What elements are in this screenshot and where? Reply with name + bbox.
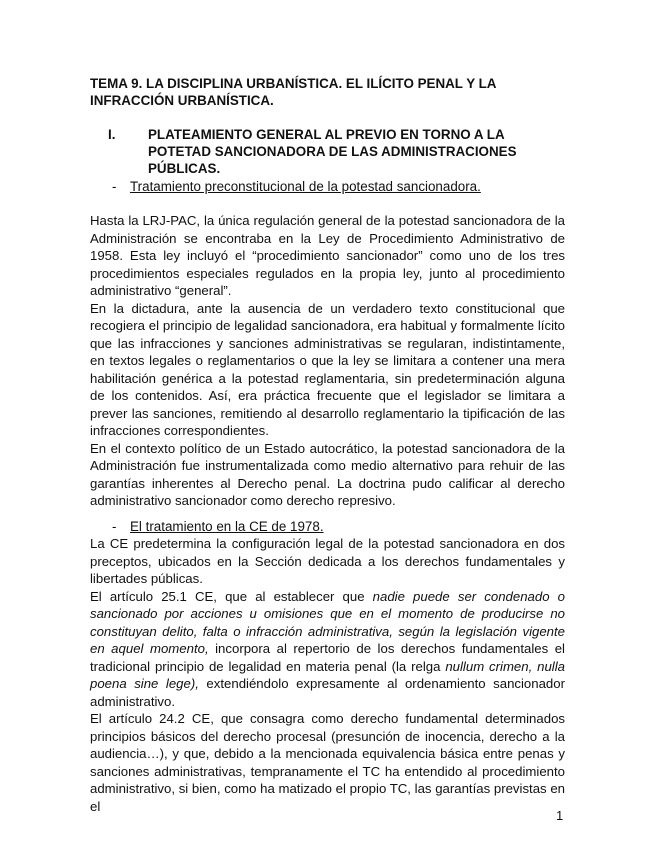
- document-title: TEMA 9. LA DISCIPLINA URBANÍSTICA. EL ILÍCITO PENAL Y LA INFRACCIÓN URBANÍSTICA.: [90, 76, 496, 108]
- text-run: El artículo 25.1 CE, que al establecer que: [90, 588, 373, 604]
- body-block-2: [90, 535, 565, 815]
- section-title: PLATEAMIENTO GENERAL AL PREVIO EN TORNO A LA POTETAD SANCIONADORA DE LAS ADMINISTRACIONES PÚBLICAS.: [148, 127, 517, 176]
- body-block-1: [90, 212, 565, 510]
- subheading-2: [112, 518, 324, 535]
- section-heading: [108, 126, 568, 177]
- italic-run: nullum crimen, nulla poena sine lege),: [90, 658, 565, 691]
- paragraph: La CE predetermina la configuración legal de la potestad sancionadora en dos preceptos, ubicados en la Sección dedicada a los derechos fundamentales y libertades públicas.: [90, 536, 565, 586]
- subheading-1-dash: -: [112, 179, 117, 194]
- paragraph: Hasta la LRJ-PAC, la única regulación general de la potestad sancionadora de la Administración se encontraba en la Ley de Procedimiento Administrativo de 1958. Esta ley incluyó el “procedimiento sancionador” como uno de los tres procedimientos especiales regulados en la propia ley, junto al procedimiento administrativo “general”.: [90, 213, 565, 298]
- section-number: I.: [108, 127, 116, 142]
- subheading-1-text: Tratamiento preconstitucional de la potestad sancionadora.: [130, 179, 481, 194]
- paragraph: El artículo 24.2 CE, que consagra como derecho fundamental determinados principios básicos del derecho procesal (presunción de inocencia, derecho a la audiencia…), y que, debido a la mencionada equivalencia básica entre penas y sanciones administrativas, tempranamente el TC ha entendido al procedimiento administrativo, si bien, como ha matizado el propio TC, las garantías previstas en el: [90, 711, 565, 814]
- text-run: incorpora al repertorio de los derechos fundamentales el tradicional principio de legalidad en materia penal (la relga: [90, 641, 565, 674]
- italic-run: nadie puede ser condenado o sancionado por acciones u omisiones que en el momento de producirse no constituyan delito, falta o infracción administrativa, según la legislación vigente en aquel momento,: [90, 588, 565, 656]
- page-number: 1: [556, 808, 564, 823]
- text-run: extendiéndolo expresamente al ordenamiento sancionador administrativo.: [90, 676, 565, 709]
- subheading-1: [112, 178, 481, 195]
- subheading-2-dash: -: [112, 519, 117, 534]
- subheading-2-text: El tratamiento en la CE de 1978.: [130, 519, 324, 534]
- paragraph: [90, 588, 565, 711]
- paragraph: En la dictadura, ante la ausencia de un verdadero texto constitucional que recogiera el principio de legalidad sancionadora, era habitual y formalmente lícito que las infracciones y sanciones administrativas se regularan, indistintamente, en textos legales o reglamentarios o que la ley se limitara a contener una mera habilitación genérica a la potestad reglamentaria, sin predeterminación alguna de los contenidos. Así, era práctica frecuente que el legislador se limitara a prever las sanciones, remitiendo al desarrollo reglamentario la tipificación de las infracciones correspondientes.: [90, 300, 565, 438]
- paragraph: En el contexto político de un Estado autocrático, la potestad sancionadora de la Administración fue instrumentalizada como medio alternativo para rehuir de las garantías inherentes al Derecho penal. La doctrina pudo calificar al derecho administrativo sancionador como derecho represivo.: [90, 440, 565, 508]
